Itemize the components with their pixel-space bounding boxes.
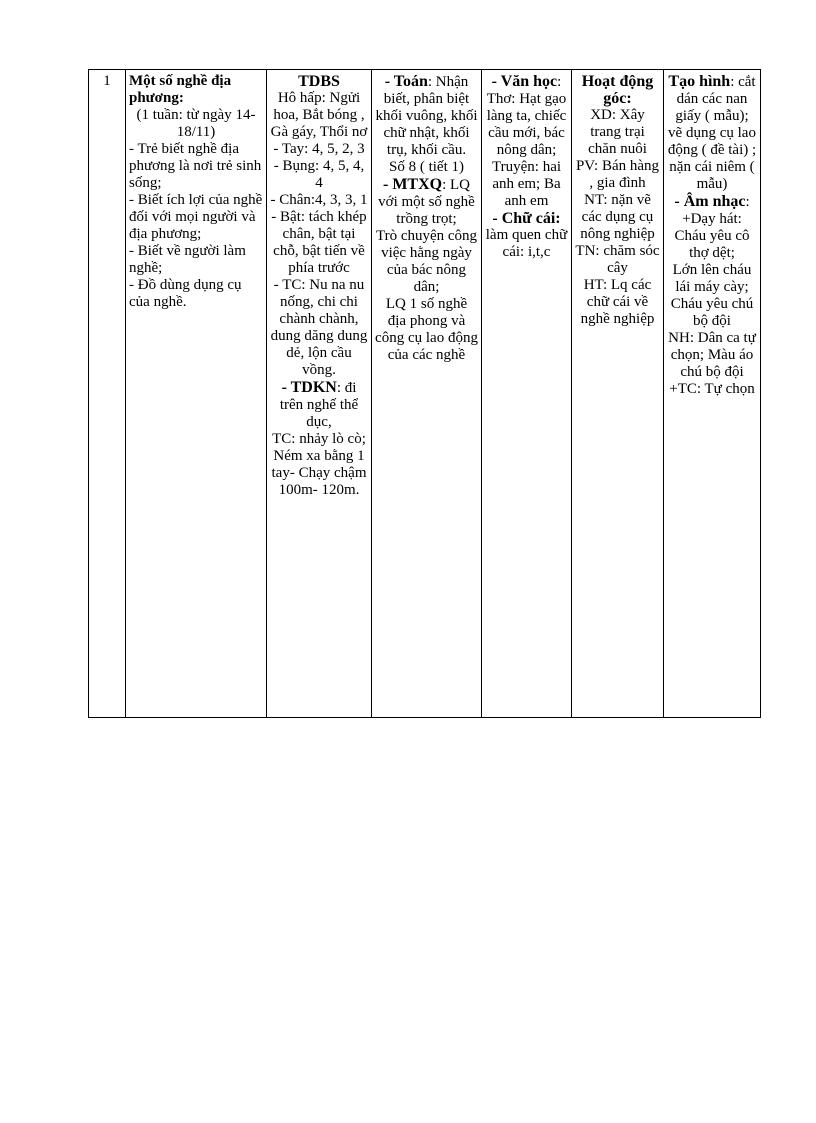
corners-line: NT: nặn vẽ các dụng cụ nông nghiệp [580, 192, 655, 242]
row-number: 1 [89, 70, 126, 718]
arts-line: Cháu yêu chú bộ đội [670, 296, 754, 329]
math-heading: - Toán [384, 73, 428, 90]
corners-line: HT: Lq các chữ cái về nghề nghiệp [580, 277, 655, 327]
math-heading-2: - MTXQ [382, 176, 443, 193]
arts-line: +TC: Tự chọn [669, 381, 755, 397]
physical-line: - Tay: 4, 5, 2, 3 [273, 141, 365, 157]
literature-line: : Thơ: Hạt gạo làng ta, chiếc cầu mới, bác nông dân; [486, 74, 567, 158]
physical-line: - Bật: tách khép chân, bật tại chỗ, bật tiến về phía trước [271, 209, 367, 276]
arts-line: +Dạy hát: Cháu yêu cô thợ dệt; [674, 211, 750, 261]
topic-cell [126, 70, 267, 718]
physical-heading: TDBS [298, 73, 340, 90]
literature-heading: - Văn học [491, 73, 558, 90]
table-row [89, 70, 761, 718]
math-line: : LQ với một số nghề trồng trọt; [378, 177, 475, 227]
literature-line: làm quen chữ cái: i,t,c [485, 227, 568, 260]
topic-line: - Biết ích lợi của nghề đối với mọi người và địa phương; [129, 192, 263, 242]
corners-line: PV: Bán hàng , gia đình [575, 158, 660, 191]
math-cell [372, 70, 482, 718]
physical-line: - Bụng: 4, 5, 4, 4 [273, 158, 365, 191]
physical-line: TC: nhảy lò cò; Ném xa bằng 1 tay- Chạy chậm 100m- 120m. [271, 431, 367, 498]
arts-line: Lớn lên cháu lái máy cày; [672, 262, 752, 295]
literature-cell [482, 70, 572, 718]
corners-line: TN: chăm sóc cây [575, 243, 660, 276]
topic-line: - Biết về người làm nghề; [129, 243, 246, 276]
arts-line: : [745, 194, 750, 210]
arts-heading: Tạo hình [668, 73, 731, 90]
arts-heading-2: - Âm nhạc [674, 193, 746, 210]
math-line: : Nhận biết, phân biệt khối vuông, khối chữ nhật, khối trụ, khối cầu. [375, 74, 478, 158]
physical-line: - TC: Nu na nu nống, chi chi chành chành, dung dăng dung dẻ, lộn cầu vồng. [270, 277, 368, 378]
corners-line: XD: Xây trang trại chăn nuôi [588, 107, 647, 157]
math-line: Trò chuyện công việc hằng ngày của bác nông dân; [375, 228, 478, 295]
math-line: Số 8 ( tiết 1) [389, 159, 464, 175]
physical-line: - Chân:4, 3, 3, 1 [270, 192, 368, 208]
topic-line: (1 tuần: từ ngày 14- 18/11) [136, 107, 256, 140]
corners-cell [572, 70, 664, 718]
physical-cell [267, 70, 372, 718]
arts-line: NH: Dân ca tự chọn; Màu áo chú bộ đội [668, 330, 756, 380]
arts-cell [664, 70, 761, 718]
topic-line: - Đồ dùng dụng cụ của nghề. [129, 277, 242, 310]
physical-heading-2: - TDKN [281, 379, 337, 396]
literature-heading-2: - Chữ cái: [492, 210, 561, 227]
physical-line: Hô hấp: Ngửi hoa, Bắt bóng , Gà gáy, Thổi nơ [270, 90, 368, 140]
lesson-plan-table [88, 69, 761, 718]
physical-line: : đi trên nghế thể dục, [279, 380, 359, 430]
topic-title: Một số nghề địa phương: [129, 73, 232, 106]
math-line: LQ 1 số nghề địa phong và công cụ lao động của các nghề [375, 296, 478, 363]
literature-line: Truyện: hai anh em; Ba anh em [491, 159, 562, 209]
arts-line: : cắt dán các nan giấy ( mẫu); vẽ dụng cụ lao động ( đề tài) ; nặn cái niêm ( mẫu) [667, 74, 757, 192]
corners-heading: Hoạt động góc: [581, 73, 654, 107]
topic-line: - Trẻ biết nghề địa phương là nơi trẻ sinh sống; [129, 141, 262, 191]
